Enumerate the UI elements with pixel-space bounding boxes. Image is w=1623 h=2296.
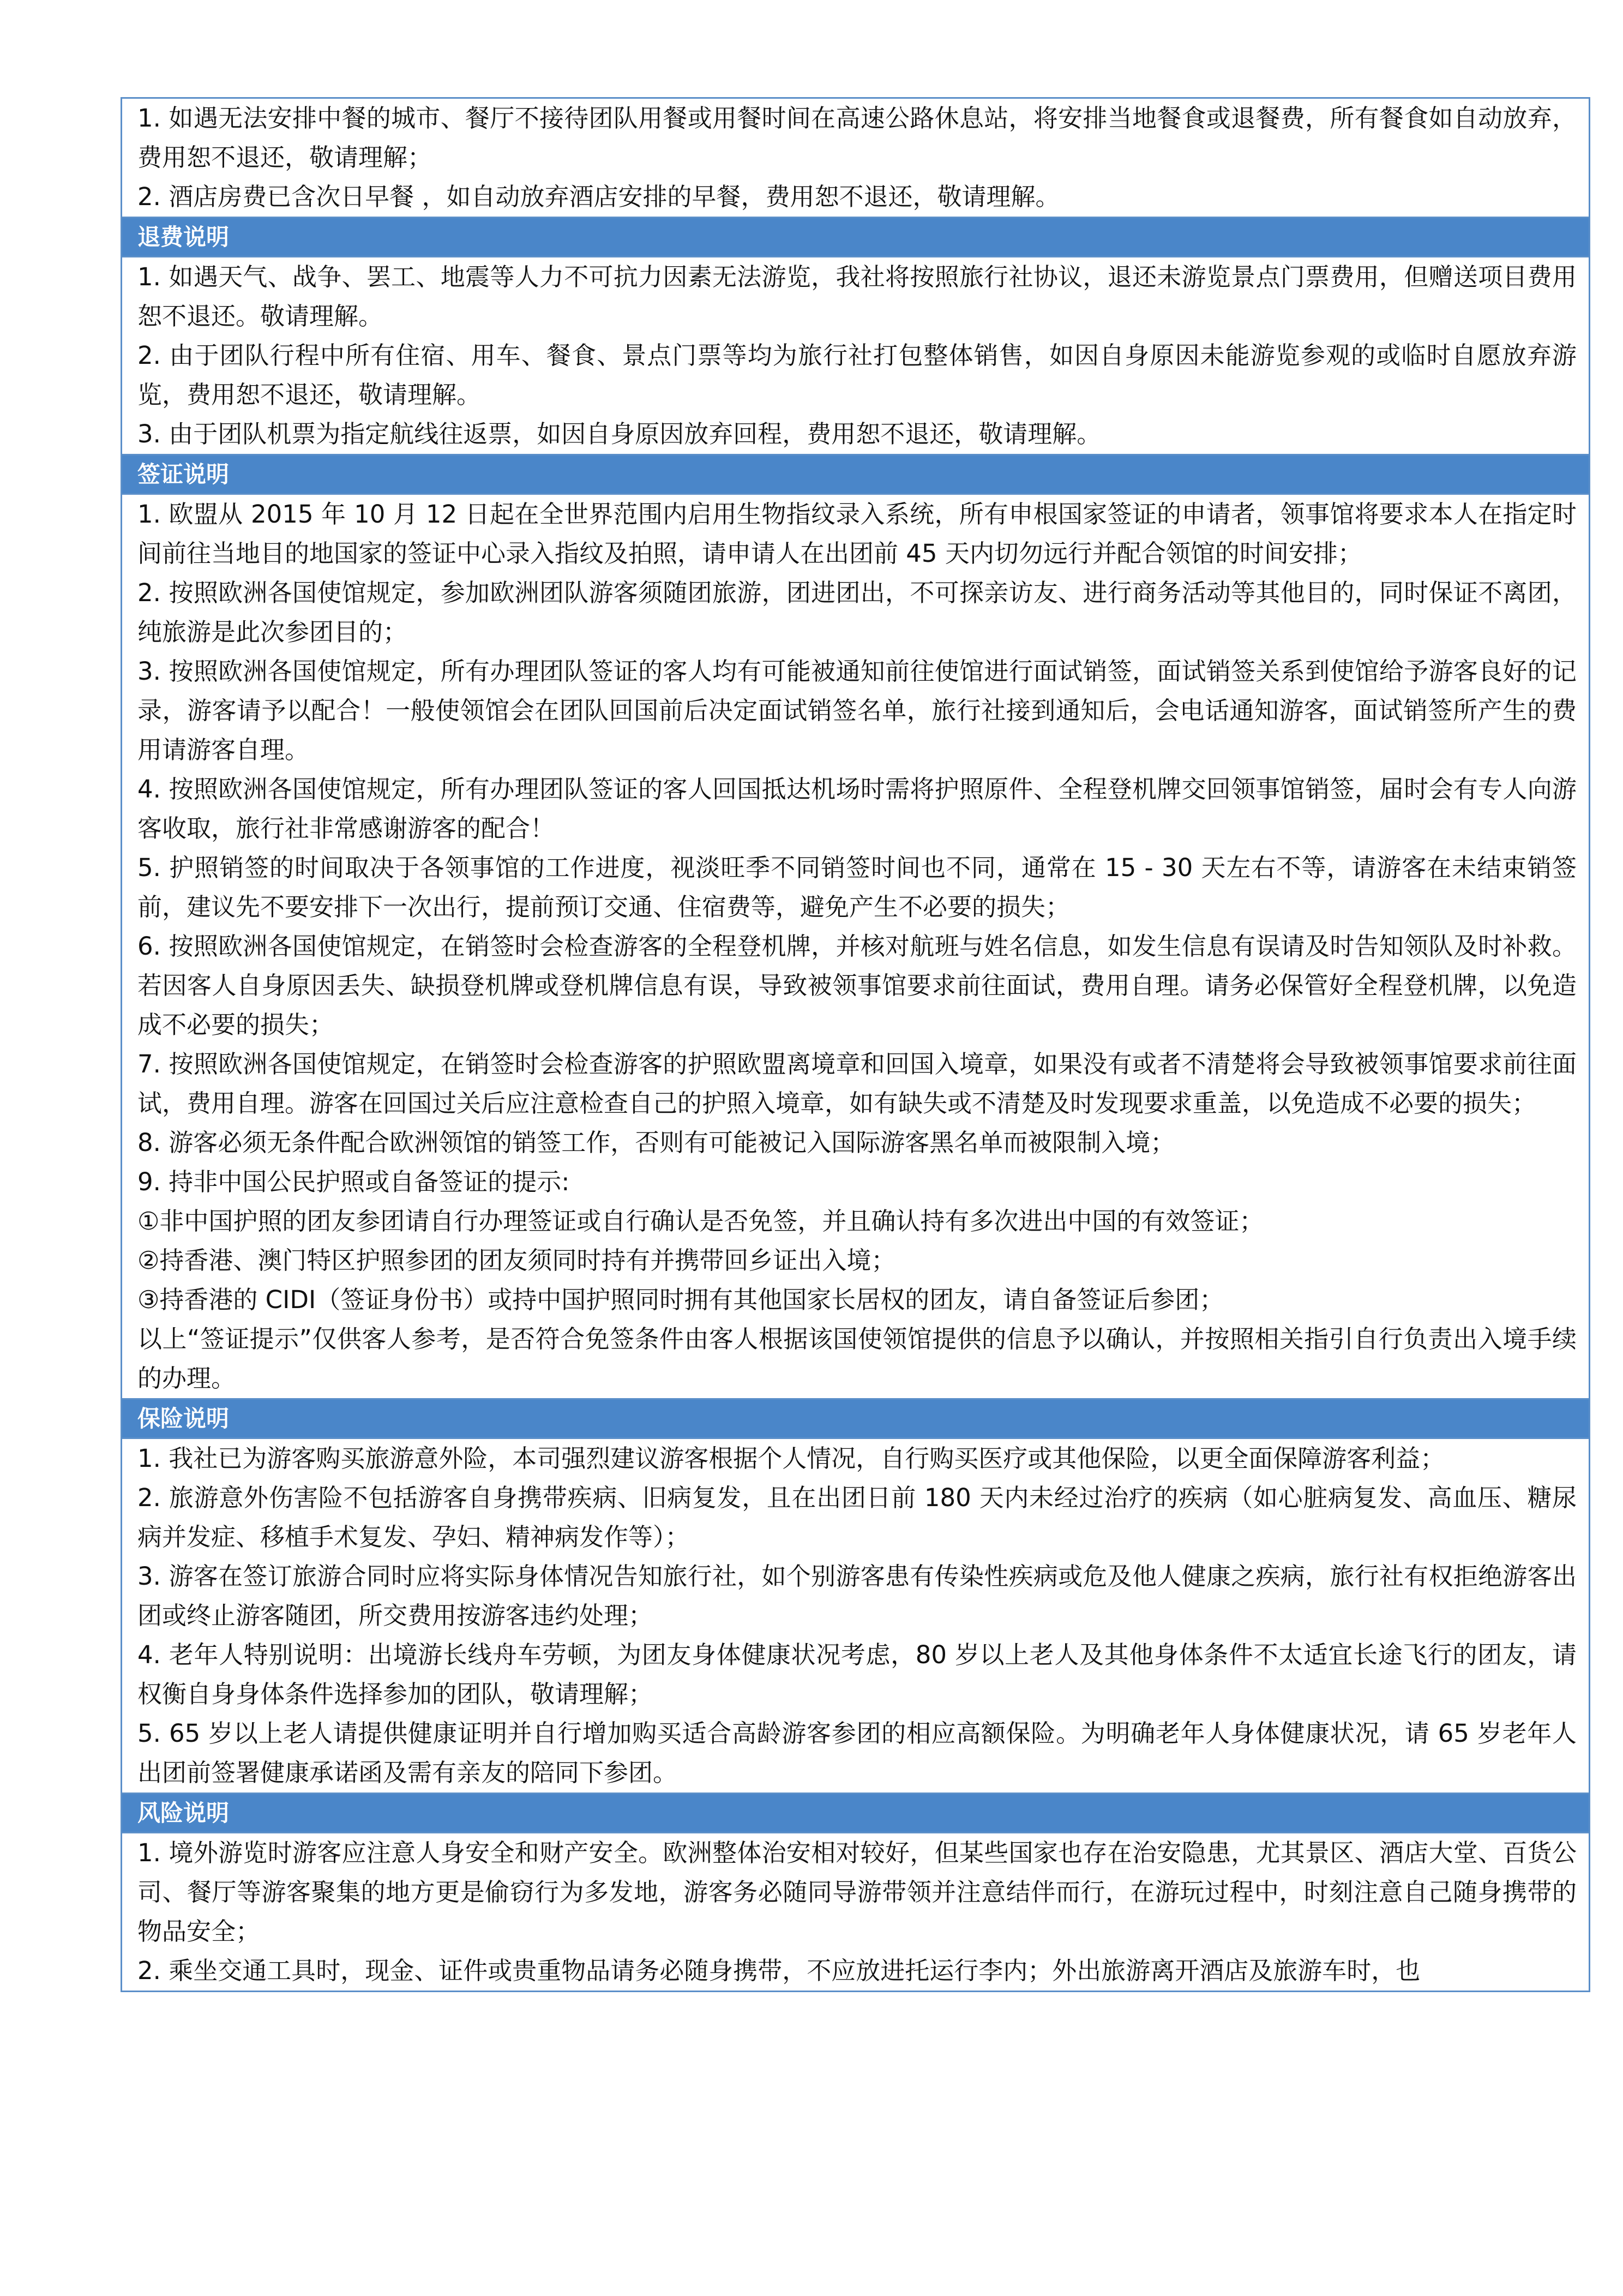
- section-header-insurance: 保险说明: [122, 1400, 1589, 1439]
- list-item: 2. 酒店房费已含次日早餐 ，如自动放弃酒店安排的早餐，费用恕不退还，敬请理解。: [137, 182, 1060, 211]
- notice-table: [121, 97, 1590, 1992]
- list-item: 以上“签证提示”仅供客人参考，是否符合免签条件由客人根据该国使领馆提供的信息予以确认，并按照相关指引自行负责出入境手续的办理。: [137, 1324, 1577, 1393]
- list-item: ①非中国护照的团友参团请自行办理签证或自行确认是否免签，并且确认持有多次进出中国的有效签证；: [137, 1207, 1264, 1236]
- insurance-notes: [122, 1439, 1589, 1794]
- list-item: 6. 按照欧洲各国使馆规定，在销签时会检查游客的全程登机牌，并核对航班与姓名信息，如发生信息有误请及时告知领队及时补救。若因客人自身原因丢失、缺损登机牌或登机牌信息有误，导致被领事馆要求前往面试，费用自理。请务必保管好全程登机牌，以免造成不必要的损失；: [137, 932, 1577, 1039]
- section-header-refund: 退费说明: [122, 218, 1589, 257]
- list-item: 2. 乘坐交通工具时，现金、证件或贵重物品请务必随身携带，不应放进托运行李内；外出旅游离开酒店及旅游车时，也: [137, 1956, 1421, 1985]
- refund-notes: [122, 257, 1589, 455]
- risk-notes: [122, 1833, 1589, 1991]
- list-item: 5. 护照销签的时间取决于各领事馆的工作进度，视淡旺季不同销签时间也不同，通常在 15 - 30 天左右不等，请游客在未结束销签前，建议先不要安排下一次出行，提前预订交通、住宿费等，避免产生不必要的损失；: [137, 853, 1577, 921]
- list-item: 3. 游客在签订旅游合同时应将实际身体情况告知旅行社，如个别游客患有传染性疾病或危及他人健康之疾病，旅行社有权拒绝游客出团或终止游客随团，所交费用按游客违约处理；: [137, 1562, 1577, 1630]
- meal-notes: [122, 99, 1589, 218]
- list-item: 2. 按照欧洲各国使馆规定，参加欧洲团队游客须随团旅游，团进团出，不可探亲访友、进行商务活动等其他目的，同时保证不离团，纯旅游是此次参团目的；: [137, 578, 1577, 646]
- visa-notes: [122, 495, 1589, 1400]
- list-item: 2. 旅游意外伤害险不包括游客自身携带疾病、旧病复发，且在出团日前 180 天内未经过治疗的疾病（如心脏病复发、高血压、糖尿病并发症、移植手术复发、孕妇、精神病发作等）；: [137, 1483, 1577, 1551]
- list-item: 1. 如遇无法安排中餐的城市、餐厅不接待团队用餐或用餐时间在高速公路休息站，将安排当地餐食或退餐费，所有餐食如自动放弃，费用恕不退还，敬请理解；: [137, 104, 1577, 172]
- section-header-visa: 签证说明: [122, 455, 1589, 495]
- list-item: 7. 按照欧洲各国使馆规定，在销签时会检查游客的护照欧盟离境章和回国入境章，如果没有或者不清楚将会导致被领事馆要求前往面试，费用自理。游客在回国过关后应注意检查自己的护照入境章，如有缺失或不清楚及时发现要求重盖，以免造成不必要的损失；: [137, 1050, 1577, 1118]
- list-item: 3. 由于团队机票为指定航线往返票，如因自身原因放弃回程，费用恕不退还，敬请理解。: [137, 419, 1102, 448]
- list-item: ③持香港的 CIDI（签证身份书）或持中国护照同时拥有其他国家长居权的团友，请自备签证后参团；: [137, 1285, 1224, 1314]
- list-item: 5. 65 岁以上老人请提供健康证明并自行增加购买适合高龄游客参团的相应高额保险。为明确老年人身体健康状况，请 65 岁老年人出团前签署健康承诺函及需有亲友的陪同下参团。: [137, 1719, 1577, 1787]
- list-item: 1. 欧盟从 2015 年 10 月 12 日起在全世界范围内启用生物指纹录入系统，所有申根国家签证的申请者，领事馆将要求本人在指定时间前往当地目的地国家的签证中心录入指纹及拍照，请申请人在出团前 45 天内切勿远行并配合领馆的时间安排；: [137, 500, 1577, 568]
- list-item: 1. 我社已为游客购买旅游意外险，本司强烈建议游客根据个人情况，自行购买医疗或其他保险，以更全面保障游客利益；: [137, 1444, 1445, 1473]
- list-item: 9. 持非中国公民护照或自备签证的提示:: [137, 1167, 570, 1196]
- list-item: 4. 老年人特别说明：出境游长线舟车劳顿，为团友身体健康状况考虑，80 岁以上老人及其他身体条件不太适宜长途飞行的团友，请权衡自身身体条件选择参加的团队，敬请理解；: [137, 1640, 1577, 1708]
- list-item: ②持香港、澳门特区护照参团的团友须同时持有并携带回乡证出入境；: [137, 1246, 896, 1275]
- list-item: 3. 按照欧洲各国使馆规定，所有办理团队签证的客人均有可能被通知前往使馆进行面试销签，面试销签关系到使馆给予游客良好的记录，游客请予以配合！一般使领馆会在团队回国前后决定面试销签名单，旅行社接到通知后，会电话通知游客，面试销签所产生的费用请游客自理。: [137, 657, 1577, 764]
- list-item: 1. 如遇天气、战争、罢工、地震等人力不可抗力因素无法游览，我社将按照旅行社协议，退还未游览景点门票费用，但赠送项目费用恕不退还。敬请理解。: [137, 262, 1577, 331]
- section-header-risk: 风险说明: [122, 1794, 1589, 1833]
- list-item: 8. 游客必须无条件配合欧洲领馆的销签工作，否则有可能被记入国际游客黑名单而被限制入境；: [137, 1128, 1175, 1157]
- list-item: 2. 由于团队行程中所有住宿、用车、餐食、景点门票等均为旅行社打包整体销售，如因自身原因未能游览参观的或临时自愿放弃游览，费用恕不退还，敬请理解。: [137, 341, 1577, 409]
- list-item: 1. 境外游览时游客应注意人身安全和财产安全。欧洲整体治安相对较好，但某些国家也存在治安隐患，尤其景区、酒店大堂、百货公司、餐厅等游客聚集的地方更是偷窃行为多发地，游客务必随同导游带领并注意结伴而行，在游玩过程中，时刻注意自己随身携带的物品安全；: [137, 1838, 1577, 1946]
- list-item: 4. 按照欧洲各国使馆规定，所有办理团队签证的客人回国抵达机场时需将护照原件、全程登机牌交回领事馆销签，届时会有专人向游客收取，旅行社非常感谢游客的配合！: [137, 775, 1577, 843]
